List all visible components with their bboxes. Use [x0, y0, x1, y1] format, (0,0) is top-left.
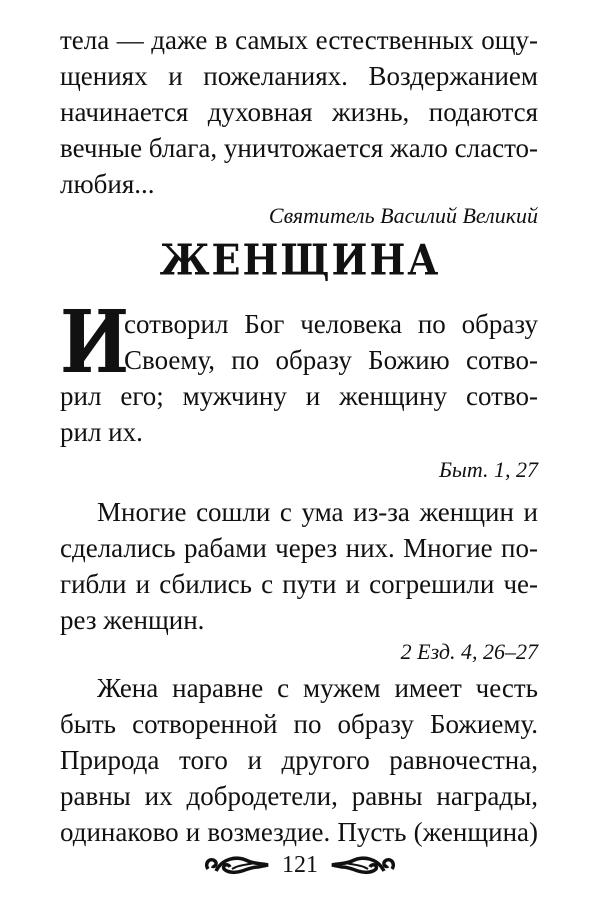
text-line: равны их добродетели, равны награды,	[60, 781, 538, 811]
text-line: быть сотворенной по образу Божиему.	[60, 709, 538, 739]
text-line: Жена наравне с мужем имеет честь	[97, 673, 538, 703]
text-line: щениях и пожеланиях. Воздержанием	[60, 61, 538, 91]
text-line: гибли и сбились с пути и согрешили че-	[60, 569, 538, 599]
section-title: ЖЕНЩИНА	[159, 234, 441, 285]
intro-quote	[60, 22, 538, 232]
drop-cap: И	[60, 292, 130, 393]
text-line: сотворил Бог человека по образу	[124, 309, 538, 339]
text-line: Многие сошли с ума из-за женщин и	[97, 497, 538, 527]
quote-genesis	[60, 292, 538, 486]
text-line: вечные блага, уничтожается жало сласто-	[60, 133, 538, 163]
text-line: одинаково и возмездие. Пусть (женщина)	[60, 817, 538, 847]
page-number: 121	[282, 852, 318, 878]
text-line: рил их.	[60, 417, 143, 447]
text-line: сделались рабами через них. Многие по-	[60, 533, 538, 563]
text-line: рез женщин.	[60, 605, 205, 635]
text-line: Своему, по образу Божию сотво-	[124, 345, 538, 375]
text-line: Природа того и другого равночестна,	[60, 745, 538, 775]
text-line: рил его; мужчину и женщину сотво-	[60, 381, 538, 411]
text-line: начинается духовная жизнь, подаются	[60, 97, 538, 127]
quote-ezra	[60, 494, 538, 668]
attribution: Быт. 1, 27	[438, 457, 538, 482]
attribution: Святитель Василий Великий	[268, 203, 538, 228]
page-footer	[0, 850, 600, 880]
scroll-ornament-left-icon	[202, 851, 272, 879]
text-line: тела — даже в самых естественных ощу-	[60, 25, 538, 55]
quote-woman-equal	[60, 670, 538, 850]
attribution: 2 Езд. 4, 26–27	[400, 639, 538, 664]
text-line: любия...	[60, 169, 155, 199]
scroll-ornament-right-icon	[328, 851, 398, 879]
